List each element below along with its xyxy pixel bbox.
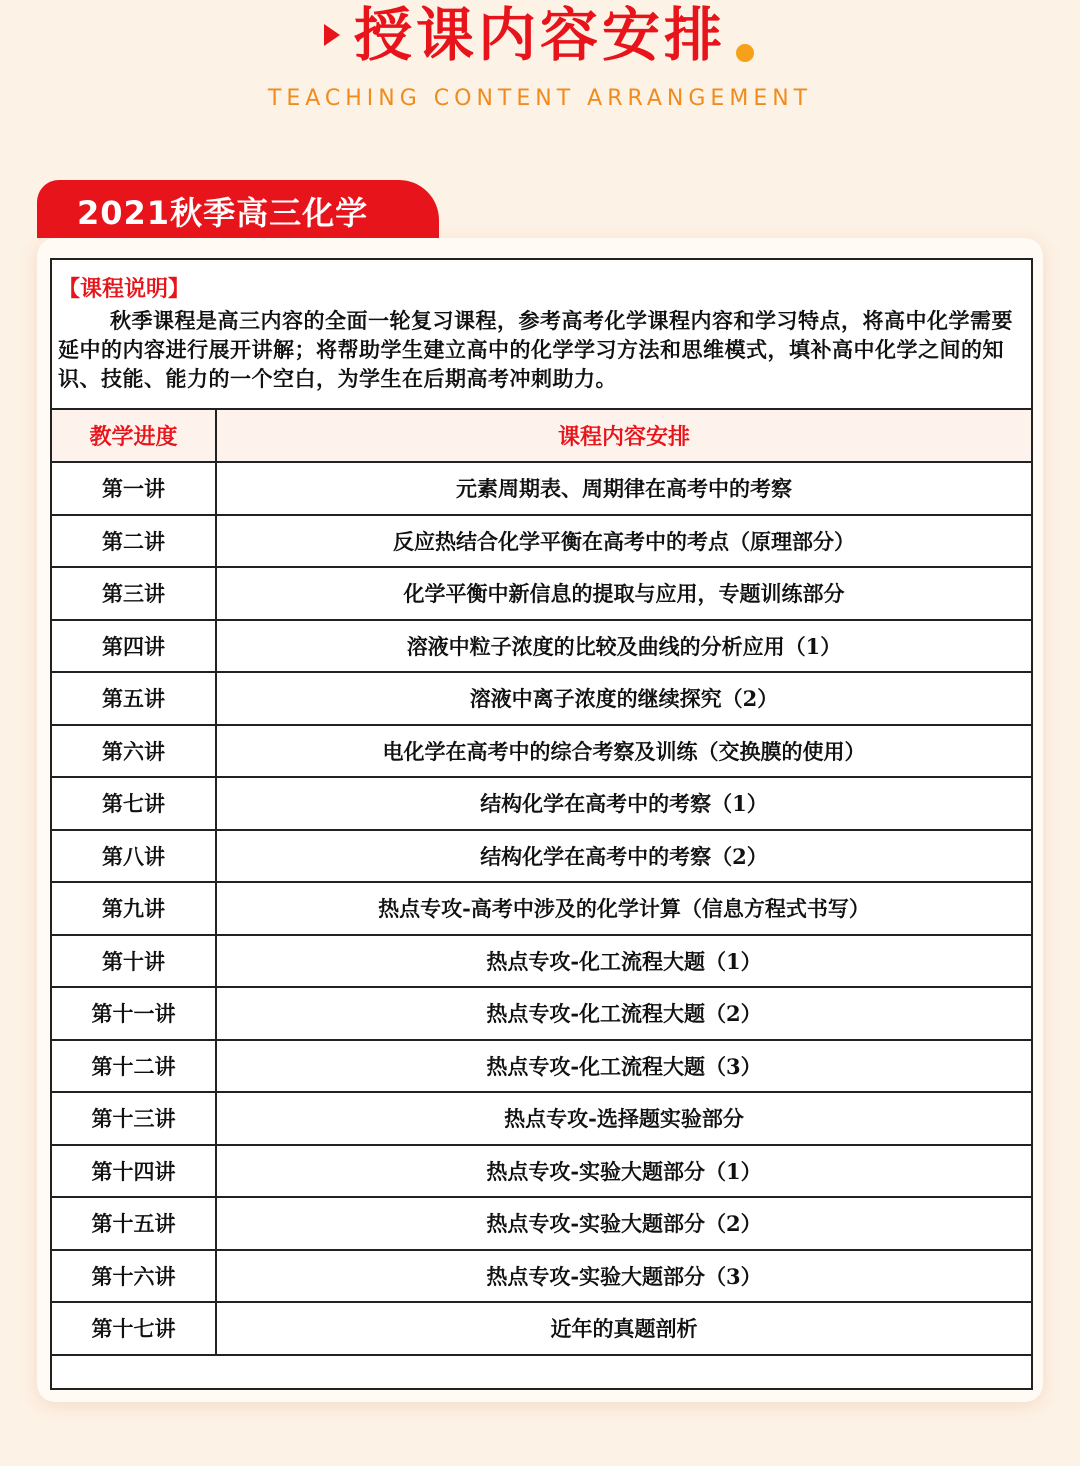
table-row [51, 620, 1032, 673]
lecture-cell: 第十六讲 [51, 1250, 216, 1303]
schedule-table [50, 408, 1033, 1356]
table-row [51, 1197, 1032, 1250]
content-cell: 热点专攻-实验大题部分（2） [216, 1197, 1032, 1250]
lecture-cell: 第一讲 [51, 462, 216, 515]
page-title-text: 授课内容安排 [353, 1, 726, 69]
triangle-bullet-icon [324, 24, 340, 46]
table-row [51, 1145, 1032, 1198]
table-row [51, 1302, 1032, 1355]
content-cell: 反应热结合化学平衡在高考中的考点（原理部分） [216, 515, 1032, 568]
table-row [51, 987, 1032, 1040]
lecture-cell: 第十七讲 [51, 1302, 216, 1355]
title-wrap [0, 2, 1080, 68]
table-row [51, 515, 1032, 568]
lecture-cell: 第六讲 [51, 725, 216, 778]
lecture-cell: 第十四讲 [51, 1145, 216, 1198]
lecture-cell: 第八讲 [51, 830, 216, 883]
lecture-cell: 第十三讲 [51, 1092, 216, 1145]
lecture-cell: 第七讲 [51, 777, 216, 830]
table-row [51, 672, 1032, 725]
content-cell: 热点专攻-选择题实验部分 [216, 1092, 1032, 1145]
table-row [51, 1092, 1032, 1145]
table-row [51, 882, 1032, 935]
content-cell: 结构化学在高考中的考察（1） [216, 777, 1032, 830]
dot-icon [736, 44, 754, 62]
table-row [51, 567, 1032, 620]
section-tab [37, 180, 439, 238]
content-cell: 溶液中粒子浓度的比较及曲线的分析应用（1） [216, 620, 1032, 673]
table-row [51, 462, 1032, 515]
table-row [51, 1250, 1032, 1303]
content-cell: 热点专攻-实验大题部分（1） [216, 1145, 1032, 1198]
content-cell: 结构化学在高考中的考察（2） [216, 830, 1032, 883]
content-cell: 热点专攻-化工流程大题（2） [216, 987, 1032, 1040]
intro-label: 【课程说明】 [58, 276, 191, 302]
content-cell: 热点专攻-实验大题部分（3） [216, 1250, 1032, 1303]
content-cell: 近年的真题剖析 [216, 1302, 1032, 1355]
page-header [0, 0, 1080, 130]
content-cell: 热点专攻-高考中涉及的化学计算（信息方程式书写） [216, 882, 1032, 935]
lecture-cell: 第二讲 [51, 515, 216, 568]
content-cell: 电化学在高考中的综合考察及训练（交换膜的使用） [216, 725, 1032, 778]
course-intro [52, 260, 1031, 410]
page-subtitle: TEACHING CONTENT ARRANGEMENT [267, 86, 813, 111]
table-row [51, 1040, 1032, 1093]
table-row [51, 725, 1032, 778]
table-header-row [51, 409, 1032, 462]
lecture-cell: 第十一讲 [51, 987, 216, 1040]
intro-text: 秋季课程是高三内容的全面一轮复习课程，参考高考化学课程内容和学习特点，将高中化学需要延中的内容进行展开讲解；将帮助学生建立高中的化学学习方法和思维模式，填补高中化学之间的知识、技能、能力的一个空白，为学生在后期高考冲刺助力。 [58, 308, 1013, 391]
page-title [354, 2, 726, 68]
table-row [51, 935, 1032, 988]
lecture-cell: 第三讲 [51, 567, 216, 620]
content-cell: 热点专攻-化工流程大题（3） [216, 1040, 1032, 1093]
lecture-cell: 第五讲 [51, 672, 216, 725]
schedule-panel [50, 258, 1033, 1390]
table-row [51, 830, 1032, 883]
content-cell: 溶液中离子浓度的继续探究（2） [216, 672, 1032, 725]
lecture-cell: 第十讲 [51, 935, 216, 988]
header-content: 课程内容安排 [216, 409, 1032, 462]
content-cell: 热点专攻-化工流程大题（1） [216, 935, 1032, 988]
content-cell: 化学平衡中新信息的提取与应用，专题训练部分 [216, 567, 1032, 620]
lecture-cell: 第十二讲 [51, 1040, 216, 1093]
section-tab-label: 2021秋季高三化学 [77, 194, 369, 232]
lecture-cell: 第四讲 [51, 620, 216, 673]
lecture-cell: 第九讲 [51, 882, 216, 935]
table-row [51, 777, 1032, 830]
header-progress: 教学进度 [51, 409, 216, 462]
content-cell: 元素周期表、周期律在高考中的考察 [216, 462, 1032, 515]
lecture-cell: 第十五讲 [51, 1197, 216, 1250]
